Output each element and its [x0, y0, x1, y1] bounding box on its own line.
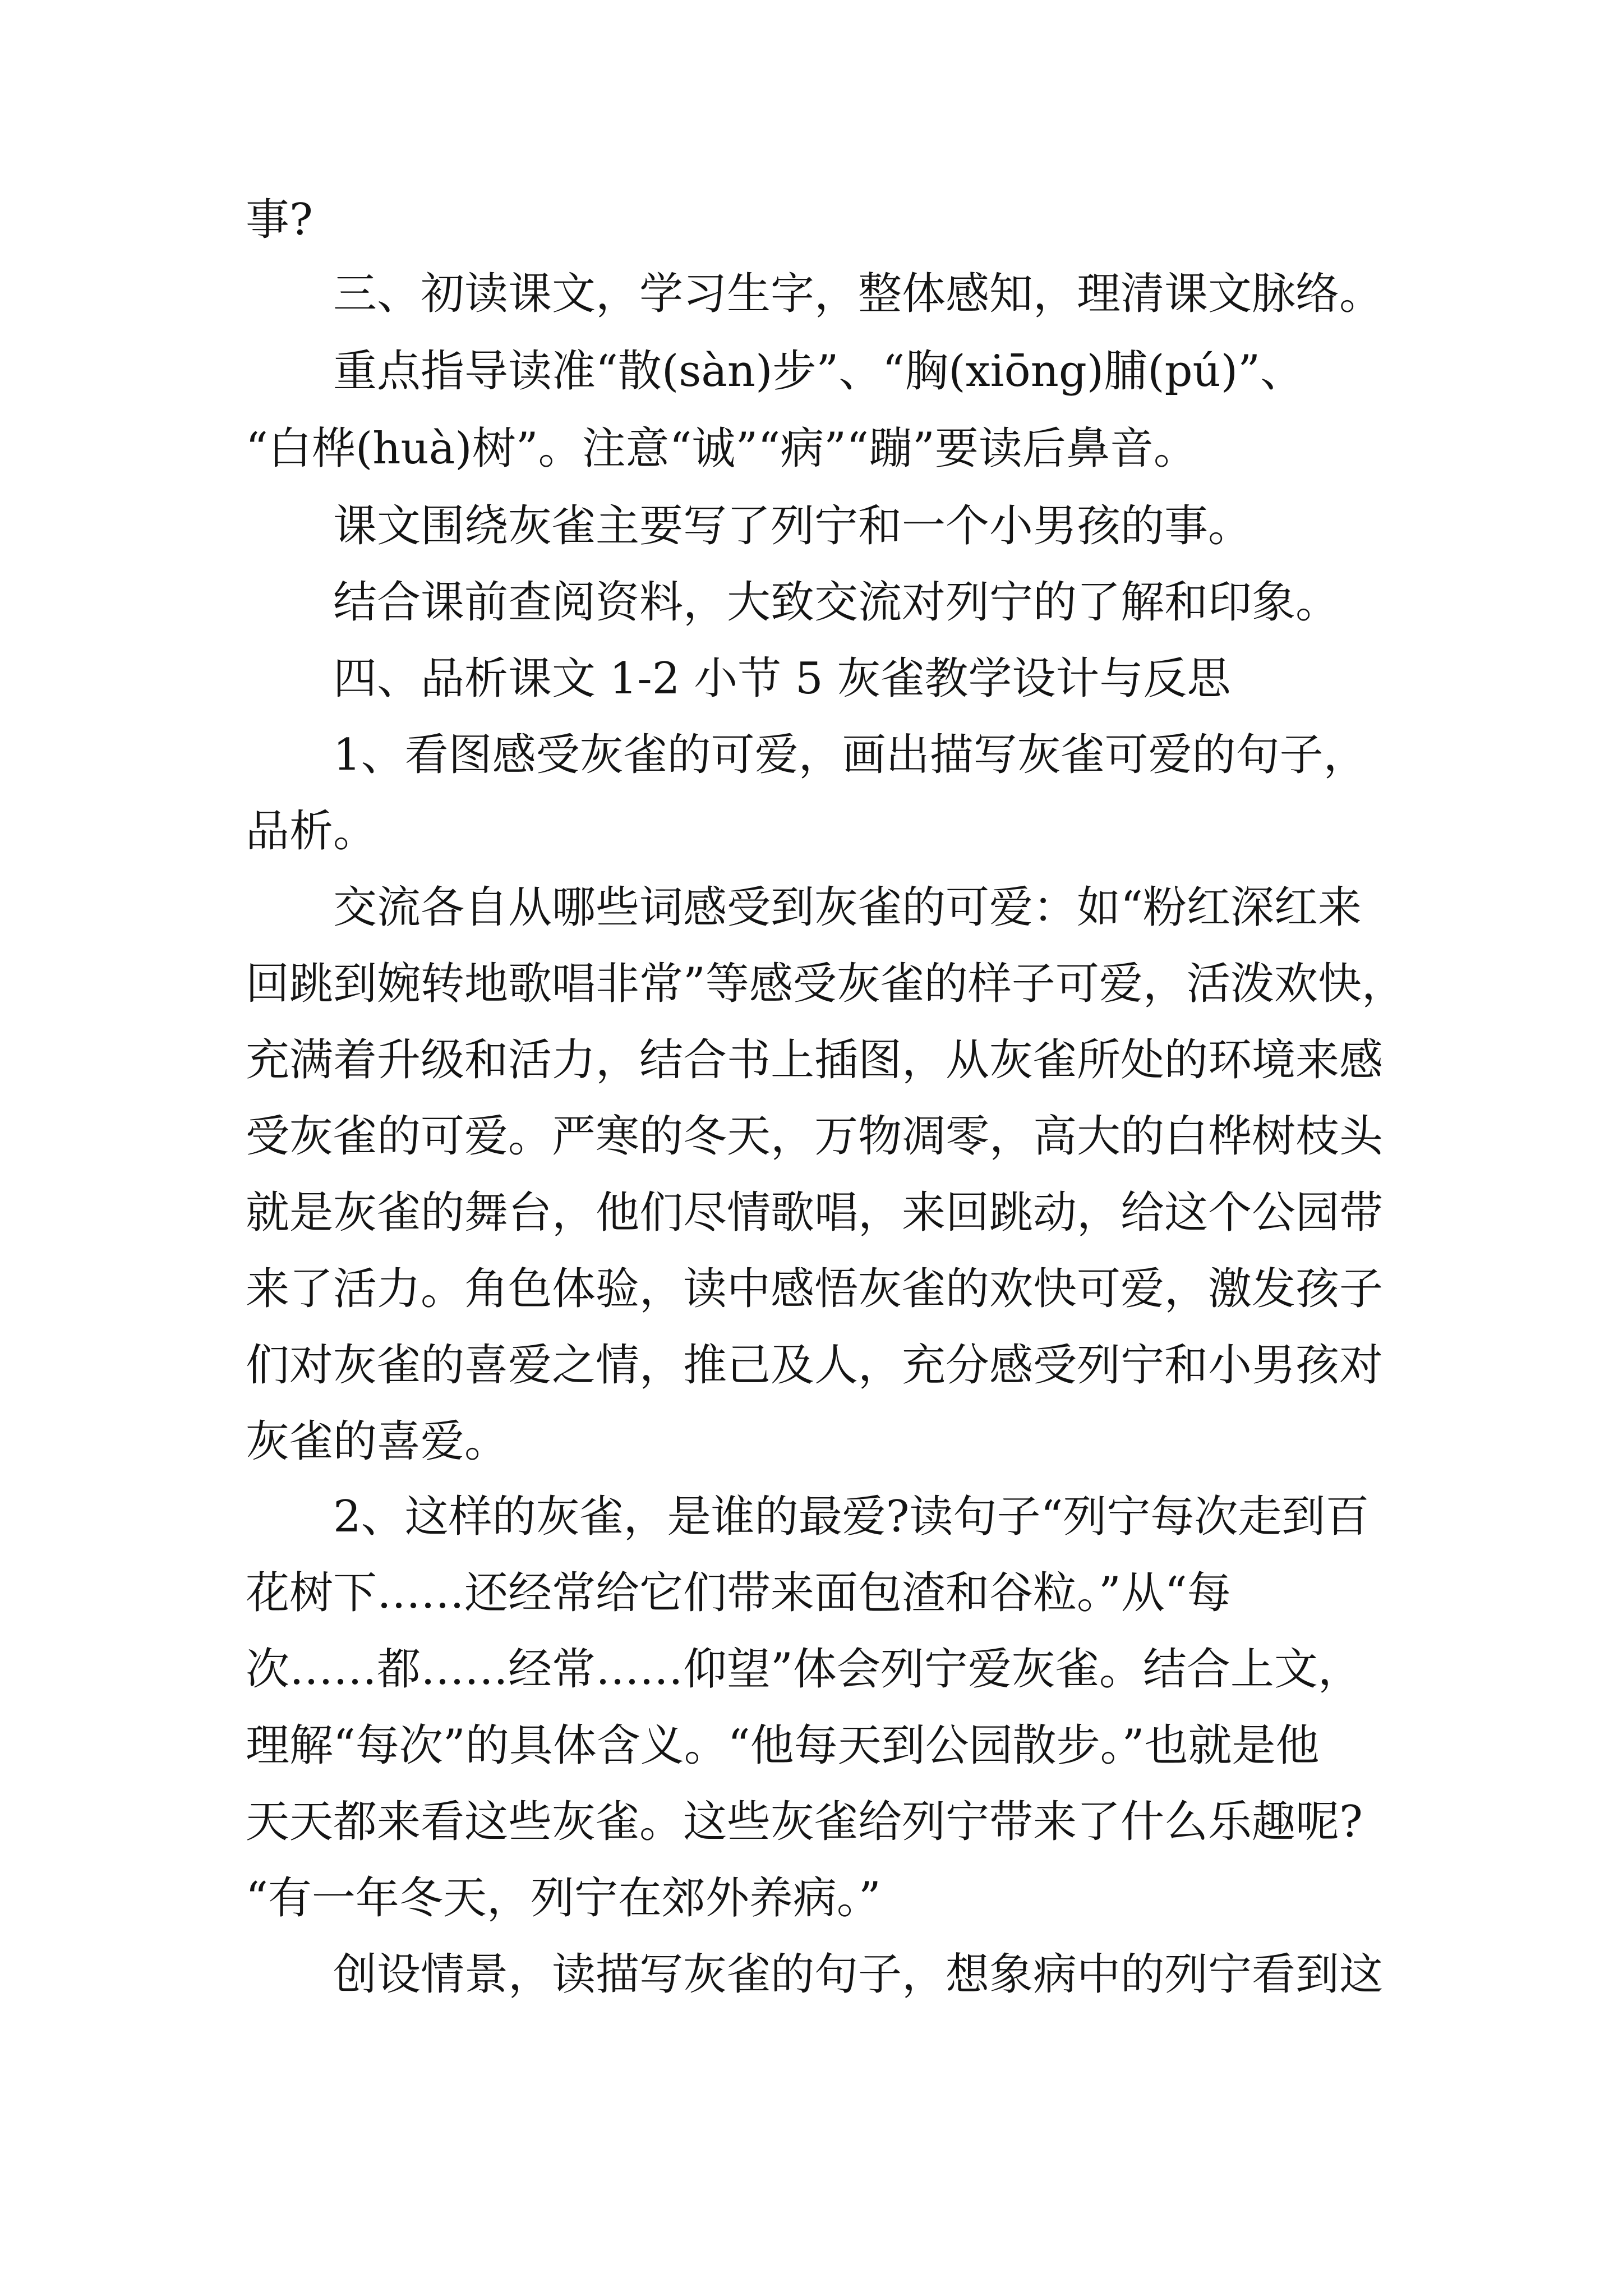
text-line: 品析。	[246, 806, 377, 857]
text-line: 天天都来看这些灰雀。这些灰雀给列宁带来了什么乐趣呢?	[246, 1797, 1363, 1847]
text-line: 1、看图感受灰雀的可爱，画出描写灰雀可爱的句子，	[333, 730, 1367, 780]
text-line: 事?	[246, 195, 313, 245]
text-line: 理解“每次”的具体含义。“他每天到公园散步。”也就是他	[246, 1720, 1320, 1771]
text-line: 课文围绕灰雀主要写了列宁和一个小男孩的事。	[333, 501, 1252, 551]
text-line: 充满着升级和活力，结合书上插图，从灰雀所处的环境来感	[246, 1035, 1384, 1085]
text-line: 灰雀的喜爱。	[246, 1416, 509, 1467]
text-line: 三、初读课文，学习生字，整体感知，理清课文脉络。	[333, 269, 1384, 319]
text-line: 受灰雀的可爱。严寒的冬天，万物凋零，高大的白桦树枝头	[246, 1111, 1384, 1162]
text-line: 们对灰雀的喜爱之情，推己及人，充分感受列宁和小男孩对	[246, 1340, 1384, 1391]
text-line: 创设情景，读描写灰雀的句子，想象病中的列宁看到这	[333, 1949, 1384, 2000]
text-line: 来了活力。角色体验，读中感悟灰雀的欢快可爱，激发孩子	[246, 1264, 1384, 1314]
text-line: 2、这样的灰雀，是谁的最爱?读句子“列宁每次走到百	[333, 1492, 1370, 1542]
text-line: 重点指导读准“散(sàn)步”、“胸(xiōng)脯(pú)”、	[333, 346, 1304, 397]
text-line: “有一年冬天，列宁在郊外养病。”	[246, 1873, 881, 1924]
text-line: 回跳到婉转地歌唱非常”等感受灰雀的样子可爱，活泼欢快，	[246, 959, 1405, 1009]
text-line: 就是灰雀的舞台，他们尽情歌唱，来回跳动，给这个公园带	[246, 1188, 1384, 1238]
text-line: 结合课前查阅资料，大致交流对列宁的了解和印象。	[333, 577, 1340, 628]
text-line: 次……都……经常……仰望”体会列宁爱灰雀。结合上文，	[246, 1644, 1362, 1695]
text-line: 四、品析课文 1-2 小节 5 灰雀教学设计与反思	[333, 654, 1231, 704]
text-line: “白桦(huà)树”。注意“诚”“病”“蹦”要读后鼻音。	[246, 424, 1197, 474]
text-line: 交流各自从哪些词感受到灰雀的可爱：如“粉红深红来	[333, 882, 1362, 933]
text-line: 花树下……还经常给它们带来面包渣和谷粒。”从“每	[246, 1568, 1231, 1618]
